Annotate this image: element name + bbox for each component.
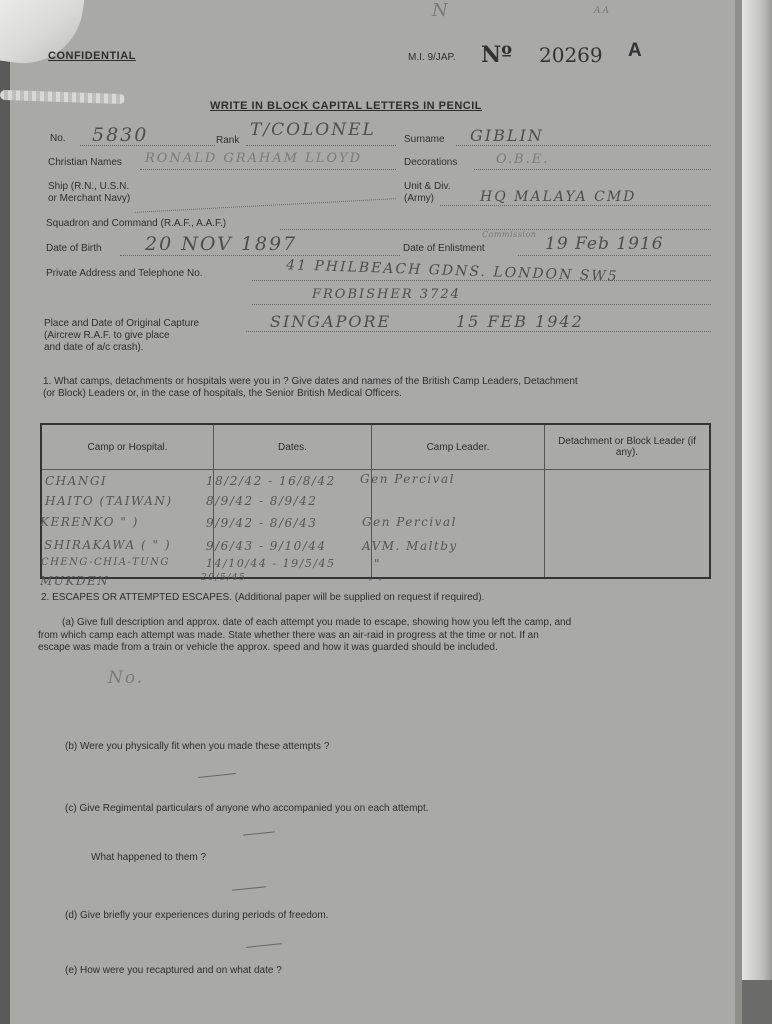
table-row-camp: KERENKO " ) [40,515,139,529]
question-1-text: 1. What camps, detachments or hospitals were you in ? Give dates and names of the British Camp Leaders, Detachment [43,376,578,387]
overflow-ditto: " " [368,578,384,588]
address-value-2: FROBISHER 3724 [312,287,461,302]
confidential-stamp: CONFIDENTIAL [48,50,136,62]
overflow-camp: MUKDEN [40,574,110,588]
top-scribble-right: AA [594,6,611,16]
christian-names-value: RONALD GRAHAM LLOYD [145,151,363,166]
christian-names-label: Christian Names [48,157,122,168]
number-symbol: Nº [481,42,513,68]
question-2c-followup: What happened to them ? [91,852,207,863]
ship-label-2: or Merchant Navy) [48,193,131,204]
address-value-1: 41 PHILBEACH GDNS. LONDON SW5 [285,257,619,285]
address-line-1 [252,280,711,281]
table-row-leader: Gen Percival [360,472,455,486]
capture-line [246,331,711,332]
rank-line [246,145,396,146]
series-letter: A [628,40,642,61]
folder-edge-shadow [742,980,772,1024]
column-camp: Camp or Hospital. [41,424,214,470]
column-camp-leader: Camp Leader. [372,424,545,470]
christian-names-line [140,169,396,170]
folder-edge [742,0,772,1024]
enlistment-value: 19 Feb 1916 [545,234,664,254]
question-2b-text: (b) Were you physically fit when you made these attempts ? [65,741,330,752]
capture-place: SINGAPORE [270,312,392,331]
column-dates: Dates. [214,424,372,470]
question-2d-text: (d) Give briefly your experiences during periods of freedom. [65,910,329,921]
dob-line [120,255,400,256]
no-value: 5830 [92,124,149,146]
table-row-camp: SHIRAKAWA ( " ) [44,538,172,552]
dob-value: 20 NOV 1897 [145,233,298,255]
address-line-2 [252,304,711,305]
question-2a-text-3: escape was made from a train or vehicle the approx. speed and how it was guarded should be included. [38,642,498,653]
table-row-leader: AVM. Maltby [362,539,458,553]
unit-line [440,205,711,206]
table-row-camp: CHENG-CHIA-TUNG [41,557,170,568]
column-detachment-leader: Detachment or Block Leader (if any). [545,424,711,470]
table-row-dates: 9/9/42 - 8/6/43 [206,516,318,530]
squadron-label: Squadron and Command (R.A.F., A.A.F.) [46,218,227,229]
surname-label: Surname [404,134,445,145]
surname-line [456,145,711,146]
rank-value: T/COLONEL [250,120,376,140]
surname-value: GIBLIN [470,126,544,145]
table-row-dates: 18/2/42 - 16/8/42 [206,474,336,488]
table-row-dates: 14/10/44 - 19/5/45 [206,557,336,570]
capture-label-1: Place and Date of Original Capture [44,318,200,329]
detachment-cell [545,470,711,579]
table-row-leader: " [374,557,382,571]
table-row-leader: Gen Percival [362,515,457,529]
decorations-line [474,169,711,170]
form-code: M.I. 9/JAP. [408,52,456,63]
dob-label: Date of Birth [46,243,102,254]
enlistment-correction: Commission [482,230,537,239]
rank-label: Rank [216,135,240,146]
question-1-text-2: (or Block) Leaders or, in the case of hospitals, the Senior British Medical Officers. [43,388,402,399]
unit-value: HQ MALAYA CMD [480,189,637,205]
question-2a-text-1: (a) Give full description and approx. date of each attempt you made to escape, showing how you left the camp, and [62,617,572,628]
capture-label-3: and date of a/c crash). [44,342,144,353]
decorations-label: Decorations [404,157,458,168]
top-scribble: N [432,0,450,21]
overflow-date: 20/5/45 [201,573,247,583]
capture-label-2: (Aircrew R.A.F. to give place [44,330,170,341]
unit-label-2: (Army) [404,193,434,204]
address-label: Private Address and Telephone No. [46,268,203,279]
enlistment-label: Date of Enlistment [403,243,485,254]
question-2e-text: (e) How were you recaptured and on what date ? [65,965,282,976]
serial-number: 20269 [539,43,603,67]
table-row-camp: HAITO (TAIWAN) [45,494,173,508]
decorations-value: O.B.E. [496,152,550,167]
question-2a-answer: No. [108,668,145,688]
table-row-dates: 9/6/43 - 9/10/44 [206,539,327,553]
form-instruction: WRITE IN BLOCK CAPITAL LETTERS IN PENCIL [210,100,482,112]
capture-date: 15 FEB 1942 [456,312,584,331]
no-label: No. [50,133,66,144]
enlistment-line [518,255,711,256]
table-row-dates: 8/9/42 - 8/9/42 [206,494,318,508]
question-2c-text: (c) Give Regimental particulars of anyone who accompanied you on each attempt. [65,803,429,814]
ship-label-1: Ship (R.N., U.S.N. [48,181,130,192]
table-row-camp: CHANGI [45,474,108,488]
unit-label-1: Unit & Div. [404,181,451,192]
question-2-heading: 2. ESCAPES OR ATTEMPTED ESCAPES. (Additional paper will be supplied on request if required). [41,592,485,603]
question-2a-text-2: from which camp each attempt was made. State whether there was an air-raid in progress at the time or not. If an [38,630,539,641]
